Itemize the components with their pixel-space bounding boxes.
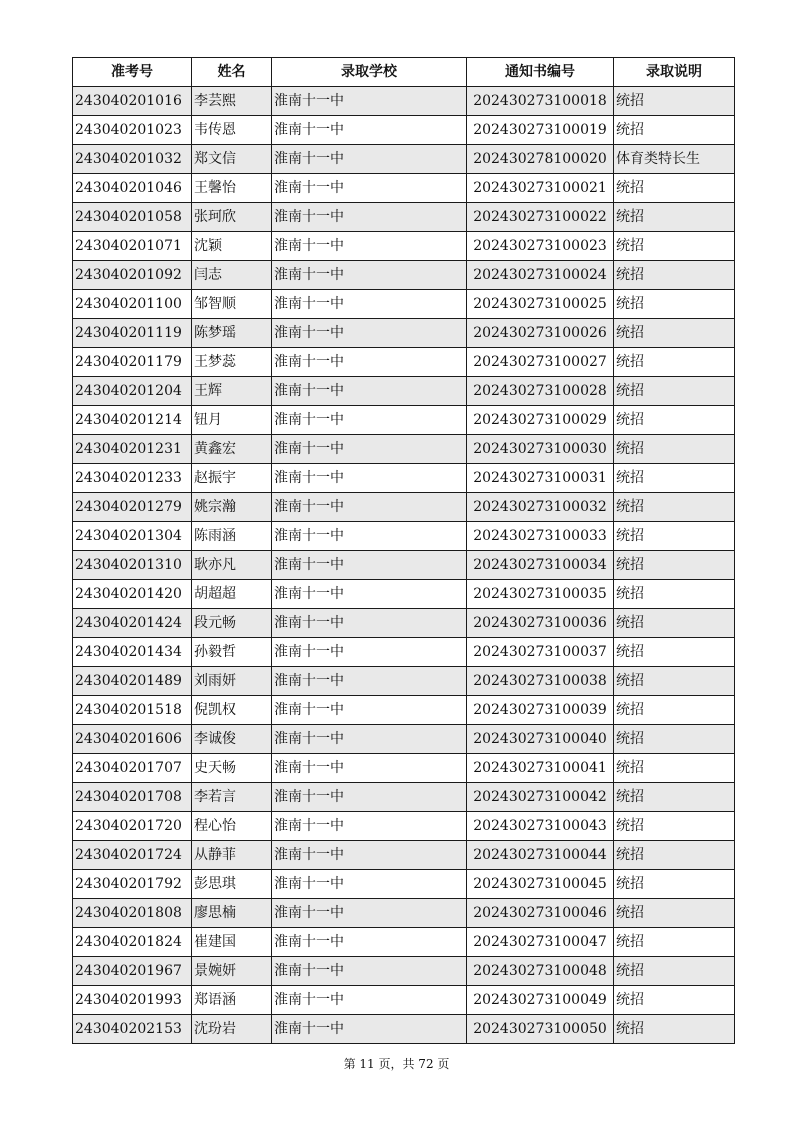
cell-exam-number: 243040201214 bbox=[73, 406, 192, 435]
cell-notice-number: 202430273100038 bbox=[467, 667, 614, 696]
header-name: 姓名 bbox=[192, 58, 272, 87]
cell-name: 彭思琪 bbox=[192, 870, 272, 899]
table-row bbox=[73, 812, 735, 841]
cell-notice-number: 202430273100033 bbox=[467, 522, 614, 551]
cell-admission-note: 统招 bbox=[614, 1015, 735, 1044]
admission-table bbox=[72, 57, 735, 1044]
table-header-row bbox=[73, 58, 735, 87]
cell-exam-number: 243040201310 bbox=[73, 551, 192, 580]
cell-admission-note: 统招 bbox=[614, 638, 735, 667]
cell-admission-note: 统招 bbox=[614, 377, 735, 406]
page-footer: 第 11 页，共 72 页 bbox=[343, 1057, 450, 1071]
cell-admission-note: 统招 bbox=[614, 667, 735, 696]
cell-notice-number: 202430273100021 bbox=[467, 174, 614, 203]
cell-name: 韦传恩 bbox=[192, 116, 272, 145]
cell-notice-number: 202430273100037 bbox=[467, 638, 614, 667]
cell-notice-number: 202430273100034 bbox=[467, 551, 614, 580]
cell-admission-note: 体育类特长生 bbox=[614, 145, 735, 174]
cell-name: 从静菲 bbox=[192, 841, 272, 870]
cell-school: 淮南十一中 bbox=[272, 580, 467, 609]
cell-admission-note: 统招 bbox=[614, 928, 735, 957]
cell-exam-number: 243040201233 bbox=[73, 464, 192, 493]
cell-exam-number: 243040201071 bbox=[73, 232, 192, 261]
table-row bbox=[73, 377, 735, 406]
table-row bbox=[73, 870, 735, 899]
table-row bbox=[73, 522, 735, 551]
cell-notice-number: 202430273100022 bbox=[467, 203, 614, 232]
cell-school: 淮南十一中 bbox=[272, 841, 467, 870]
table-row bbox=[73, 928, 735, 957]
cell-name: 郑语涵 bbox=[192, 986, 272, 1015]
table-row bbox=[73, 667, 735, 696]
cell-school: 淮南十一中 bbox=[272, 1015, 467, 1044]
cell-admission-note: 统招 bbox=[614, 319, 735, 348]
table-row bbox=[73, 957, 735, 986]
table-row bbox=[73, 696, 735, 725]
cell-name: 陈梦瑶 bbox=[192, 319, 272, 348]
cell-name: 景婉妍 bbox=[192, 957, 272, 986]
cell-notice-number: 202430273100036 bbox=[467, 609, 614, 638]
table-row bbox=[73, 725, 735, 754]
table-row bbox=[73, 493, 735, 522]
table-body bbox=[73, 87, 735, 1044]
cell-admission-note: 统招 bbox=[614, 812, 735, 841]
cell-exam-number: 243040201204 bbox=[73, 377, 192, 406]
cell-exam-number: 243040201424 bbox=[73, 609, 192, 638]
cell-school: 淮南十一中 bbox=[272, 493, 467, 522]
cell-name: 邹智顺 bbox=[192, 290, 272, 319]
table-row bbox=[73, 145, 735, 174]
cell-school: 淮南十一中 bbox=[272, 812, 467, 841]
cell-school: 淮南十一中 bbox=[272, 174, 467, 203]
cell-exam-number: 243040201023 bbox=[73, 116, 192, 145]
cell-exam-number: 243040201707 bbox=[73, 754, 192, 783]
cell-exam-number: 243040201489 bbox=[73, 667, 192, 696]
cell-name: 刘雨妍 bbox=[192, 667, 272, 696]
cell-school: 淮南十一中 bbox=[272, 638, 467, 667]
cell-admission-note: 统招 bbox=[614, 551, 735, 580]
table-row bbox=[73, 783, 735, 812]
cell-notice-number: 202430273100018 bbox=[467, 87, 614, 116]
cell-school: 淮南十一中 bbox=[272, 522, 467, 551]
cell-name: 赵振宇 bbox=[192, 464, 272, 493]
cell-exam-number: 243040201724 bbox=[73, 841, 192, 870]
cell-admission-note: 统招 bbox=[614, 464, 735, 493]
cell-school: 淮南十一中 bbox=[272, 348, 467, 377]
cell-notice-number: 202430273100026 bbox=[467, 319, 614, 348]
cell-notice-number: 202430273100023 bbox=[467, 232, 614, 261]
cell-exam-number: 243040201708 bbox=[73, 783, 192, 812]
cell-name: 沈玢岩 bbox=[192, 1015, 272, 1044]
cell-school: 淮南十一中 bbox=[272, 232, 467, 261]
table-row bbox=[73, 174, 735, 203]
cell-name: 张珂欣 bbox=[192, 203, 272, 232]
table-row bbox=[73, 551, 735, 580]
cell-school: 淮南十一中 bbox=[272, 203, 467, 232]
cell-school: 淮南十一中 bbox=[272, 261, 467, 290]
cell-admission-note: 统招 bbox=[614, 435, 735, 464]
cell-notice-number: 202430273100045 bbox=[467, 870, 614, 899]
cell-notice-number: 202430273100035 bbox=[467, 580, 614, 609]
table-row bbox=[73, 1015, 735, 1044]
cell-name: 李芸熙 bbox=[192, 87, 272, 116]
cell-school: 淮南十一中 bbox=[272, 957, 467, 986]
cell-exam-number: 243040201100 bbox=[73, 290, 192, 319]
cell-school: 淮南十一中 bbox=[272, 667, 467, 696]
cell-exam-number: 243040202153 bbox=[73, 1015, 192, 1044]
cell-notice-number: 202430273100050 bbox=[467, 1015, 614, 1044]
cell-exam-number: 243040201046 bbox=[73, 174, 192, 203]
cell-admission-note: 统招 bbox=[614, 580, 735, 609]
cell-notice-number: 202430273100049 bbox=[467, 986, 614, 1015]
cell-school: 淮南十一中 bbox=[272, 754, 467, 783]
cell-school: 淮南十一中 bbox=[272, 551, 467, 580]
table-row bbox=[73, 464, 735, 493]
cell-name: 程心怡 bbox=[192, 812, 272, 841]
cell-admission-note: 统招 bbox=[614, 406, 735, 435]
cell-school: 淮南十一中 bbox=[272, 290, 467, 319]
cell-school: 淮南十一中 bbox=[272, 464, 467, 493]
table-row bbox=[73, 319, 735, 348]
cell-admission-note: 统招 bbox=[614, 986, 735, 1015]
cell-exam-number: 243040201179 bbox=[73, 348, 192, 377]
cell-school: 淮南十一中 bbox=[272, 899, 467, 928]
table-row bbox=[73, 203, 735, 232]
cell-exam-number: 243040201304 bbox=[73, 522, 192, 551]
cell-admission-note: 统招 bbox=[614, 957, 735, 986]
table-row bbox=[73, 116, 735, 145]
cell-exam-number: 243040201993 bbox=[73, 986, 192, 1015]
cell-notice-number: 202430273100030 bbox=[467, 435, 614, 464]
cell-admission-note: 统招 bbox=[614, 261, 735, 290]
cell-admission-note: 统招 bbox=[614, 116, 735, 145]
cell-name: 孙毅哲 bbox=[192, 638, 272, 667]
cell-school: 淮南十一中 bbox=[272, 609, 467, 638]
cell-school: 淮南十一中 bbox=[272, 116, 467, 145]
table-row bbox=[73, 232, 735, 261]
cell-name: 闫志 bbox=[192, 261, 272, 290]
cell-exam-number: 243040201518 bbox=[73, 696, 192, 725]
cell-school: 淮南十一中 bbox=[272, 319, 467, 348]
cell-admission-note: 统招 bbox=[614, 870, 735, 899]
table-row bbox=[73, 609, 735, 638]
cell-school: 淮南十一中 bbox=[272, 928, 467, 957]
cell-notice-number: 202430273100041 bbox=[467, 754, 614, 783]
cell-name: 段元畅 bbox=[192, 609, 272, 638]
cell-exam-number: 243040201792 bbox=[73, 870, 192, 899]
cell-exam-number: 243040201092 bbox=[73, 261, 192, 290]
cell-admission-note: 统招 bbox=[614, 609, 735, 638]
cell-exam-number: 243040201808 bbox=[73, 899, 192, 928]
table-row bbox=[73, 261, 735, 290]
cell-name: 倪凯权 bbox=[192, 696, 272, 725]
cell-notice-number: 202430273100028 bbox=[467, 377, 614, 406]
cell-name: 王辉 bbox=[192, 377, 272, 406]
cell-exam-number: 243040201058 bbox=[73, 203, 192, 232]
cell-exam-number: 243040201016 bbox=[73, 87, 192, 116]
table-row bbox=[73, 406, 735, 435]
cell-exam-number: 243040201967 bbox=[73, 957, 192, 986]
cell-name: 李诚俊 bbox=[192, 725, 272, 754]
cell-school: 淮南十一中 bbox=[272, 377, 467, 406]
cell-notice-number: 202430273100025 bbox=[467, 290, 614, 319]
cell-name: 陈雨涵 bbox=[192, 522, 272, 551]
table-row bbox=[73, 638, 735, 667]
cell-name: 姚宗瀚 bbox=[192, 493, 272, 522]
cell-admission-note: 统招 bbox=[614, 348, 735, 377]
table-row bbox=[73, 435, 735, 464]
cell-admission-note: 统招 bbox=[614, 203, 735, 232]
cell-notice-number: 202430273100027 bbox=[467, 348, 614, 377]
table-row bbox=[73, 899, 735, 928]
header-school: 录取学校 bbox=[272, 58, 467, 87]
cell-admission-note: 统招 bbox=[614, 174, 735, 203]
cell-admission-note: 统招 bbox=[614, 522, 735, 551]
cell-school: 淮南十一中 bbox=[272, 435, 467, 464]
header-notice-number: 通知书编号 bbox=[467, 58, 614, 87]
cell-name: 王馨怡 bbox=[192, 174, 272, 203]
cell-admission-note: 统招 bbox=[614, 899, 735, 928]
cell-notice-number: 202430273100043 bbox=[467, 812, 614, 841]
cell-name: 钮月 bbox=[192, 406, 272, 435]
cell-admission-note: 统招 bbox=[614, 290, 735, 319]
cell-notice-number: 202430273100019 bbox=[467, 116, 614, 145]
table-row bbox=[73, 580, 735, 609]
cell-notice-number: 202430273100040 bbox=[467, 725, 614, 754]
header-exam-number: 准考号 bbox=[73, 58, 192, 87]
cell-name: 黄鑫宏 bbox=[192, 435, 272, 464]
cell-notice-number: 202430273100044 bbox=[467, 841, 614, 870]
cell-school: 淮南十一中 bbox=[272, 725, 467, 754]
cell-name: 胡超超 bbox=[192, 580, 272, 609]
cell-exam-number: 243040201032 bbox=[73, 145, 192, 174]
cell-name: 郑文信 bbox=[192, 145, 272, 174]
cell-school: 淮南十一中 bbox=[272, 145, 467, 174]
table-row bbox=[73, 290, 735, 319]
cell-school: 淮南十一中 bbox=[272, 406, 467, 435]
cell-exam-number: 243040201824 bbox=[73, 928, 192, 957]
cell-admission-note: 统招 bbox=[614, 696, 735, 725]
table-row bbox=[73, 87, 735, 116]
cell-notice-number: 202430273100048 bbox=[467, 957, 614, 986]
cell-admission-note: 统招 bbox=[614, 783, 735, 812]
table-row bbox=[73, 841, 735, 870]
cell-admission-note: 统招 bbox=[614, 232, 735, 261]
cell-school: 淮南十一中 bbox=[272, 986, 467, 1015]
cell-admission-note: 统招 bbox=[614, 87, 735, 116]
cell-notice-number: 202430273100031 bbox=[467, 464, 614, 493]
cell-notice-number: 202430273100024 bbox=[467, 261, 614, 290]
cell-school: 淮南十一中 bbox=[272, 87, 467, 116]
cell-school: 淮南十一中 bbox=[272, 870, 467, 899]
table-row bbox=[73, 348, 735, 377]
header-admission-note: 录取说明 bbox=[614, 58, 735, 87]
cell-admission-note: 统招 bbox=[614, 841, 735, 870]
cell-exam-number: 243040201606 bbox=[73, 725, 192, 754]
cell-notice-number: 202430273100042 bbox=[467, 783, 614, 812]
cell-notice-number: 202430273100047 bbox=[467, 928, 614, 957]
cell-exam-number: 243040201231 bbox=[73, 435, 192, 464]
cell-admission-note: 统招 bbox=[614, 725, 735, 754]
cell-name: 王梦蕊 bbox=[192, 348, 272, 377]
cell-notice-number: 202430273100032 bbox=[467, 493, 614, 522]
table-row bbox=[73, 986, 735, 1015]
cell-name: 李若言 bbox=[192, 783, 272, 812]
cell-name: 崔建国 bbox=[192, 928, 272, 957]
cell-school: 淮南十一中 bbox=[272, 783, 467, 812]
cell-name: 史天畅 bbox=[192, 754, 272, 783]
cell-exam-number: 243040201434 bbox=[73, 638, 192, 667]
cell-admission-note: 统招 bbox=[614, 754, 735, 783]
table-row bbox=[73, 754, 735, 783]
cell-name: 耿亦凡 bbox=[192, 551, 272, 580]
cell-notice-number: 202430273100039 bbox=[467, 696, 614, 725]
cell-notice-number: 202430273100046 bbox=[467, 899, 614, 928]
cell-notice-number: 202430273100029 bbox=[467, 406, 614, 435]
cell-exam-number: 243040201279 bbox=[73, 493, 192, 522]
cell-name: 廖思楠 bbox=[192, 899, 272, 928]
cell-exam-number: 243040201420 bbox=[73, 580, 192, 609]
cell-name: 沈颖 bbox=[192, 232, 272, 261]
cell-admission-note: 统招 bbox=[614, 493, 735, 522]
cell-exam-number: 243040201720 bbox=[73, 812, 192, 841]
cell-exam-number: 243040201119 bbox=[73, 319, 192, 348]
cell-notice-number: 202430278100020 bbox=[467, 145, 614, 174]
cell-school: 淮南十一中 bbox=[272, 696, 467, 725]
